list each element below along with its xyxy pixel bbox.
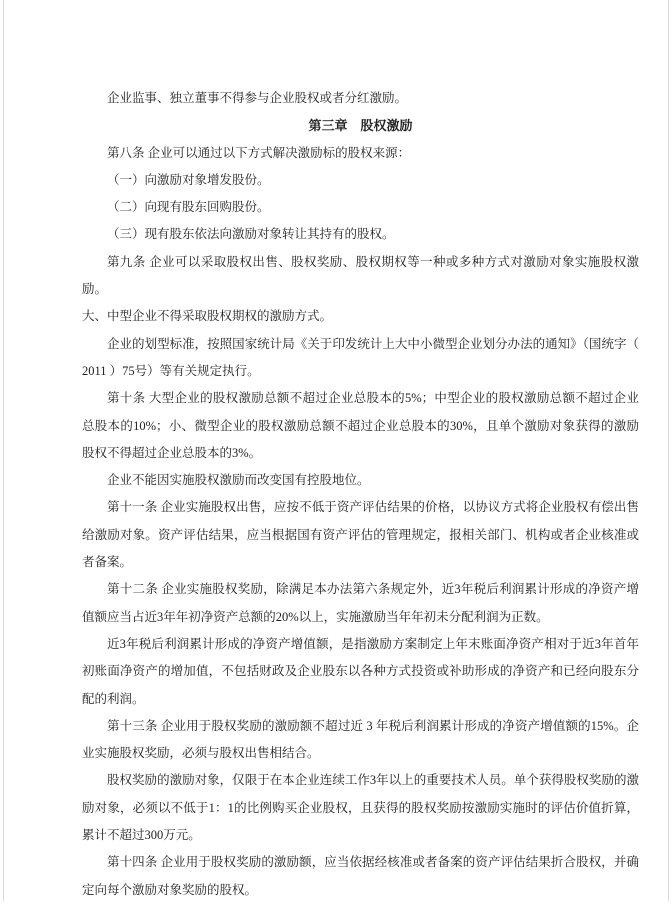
- paragraph: 第九条 企业可以采取股权出售、股权奖励、股权期权等一种或多种方式对激励对象实施股权激励。: [82, 254, 639, 297]
- paragraph: （二）向现有股东回购股份。: [107, 200, 270, 215]
- paragraph: （三）现有股东依法向激励对象转让其持有的股权。: [107, 227, 395, 242]
- paragraph: 大、中型企业不得采取股权期权的激励方式。: [82, 309, 333, 324]
- paragraph: 第十二条 企业实施股权奖励，除满足本办法第六条规定外，近3年税后利润累计形成的净资产增值额应当占近3年年初净资产总额的20%以上，实施激励当年年初未分配利润为正数。: [82, 582, 639, 624]
- page-right-edge: [668, 0, 669, 901]
- document-body: [82, 85, 639, 904]
- paragraph: 第十条 大型企业的股权激励总额不超过企业总股本的5%；中型企业的股权激励总额不超过企业总股本的10%；小、微型企业的股权激励总额不超过企业总股本的30%，且单个激励对象获得的激励股权不得超过企业总股本的3%。: [82, 391, 639, 460]
- paragraph: 第十四条 企业用于股权奖励的激励额，应当依据经核准或者备案的资产评估结果折合股权，并确定向每个激励对象奖励的股权。: [82, 855, 639, 897]
- paragraph: （一）向激励对象增发股份。: [107, 172, 270, 187]
- paragraph: 企业的划型标准，按照国家统计局《关于印发统计上大中小微型企业划分办法的通知》（国统字（ 2011 ）75号）等有关规定执行。: [82, 336, 639, 378]
- paragraph: 股权奖励的激励对象，仅限于在本企业连续工作3年以上的重要技术人员。单个获得股权奖励的激励对象，必须以不低于1：1的比例购买企业股权，且获得的股权奖励按激励实施时的评估价值折算，累计不超过300万元。: [82, 773, 639, 843]
- page-left-edge: [3, 0, 4, 901]
- chapter-heading: 第三章 股权激励: [308, 118, 413, 134]
- paragraph: 第十三条 企业用于股权奖励的激励额不超过近 3 年税后利润累计形成的净资产增值额的15%。企业实施股权奖励，必须与股权出售相结合。: [82, 718, 639, 761]
- paragraph: 近3年税后利润累计形成的净资产增值额，是指激励方案制定上年末账面净资产相对于近3年首年初账面净资产的增加值，不包括财政及企业股东以各种方式投资或补助形成的净资产和已经向股东分配的利润。: [82, 636, 639, 706]
- paragraph: 第十一条 企业实施股权出售，应按不低于资产评估结果的价格，以协议方式将企业股权有偿出售给激励对象。资产评估结果，应当根据国有资产评估的管理规定，报相关部门、机构或者企业核准或者备案。: [82, 500, 639, 570]
- paragraph: 企业不能因实施股权激励而改变国有控股地位。: [107, 473, 370, 488]
- paragraph: 企业监事、独立董事不得参与企业股权或者分红激励。: [107, 91, 408, 105]
- paragraph: 第八条 企业可以通过以下方式解决激励标的股权来源：: [107, 145, 411, 160]
